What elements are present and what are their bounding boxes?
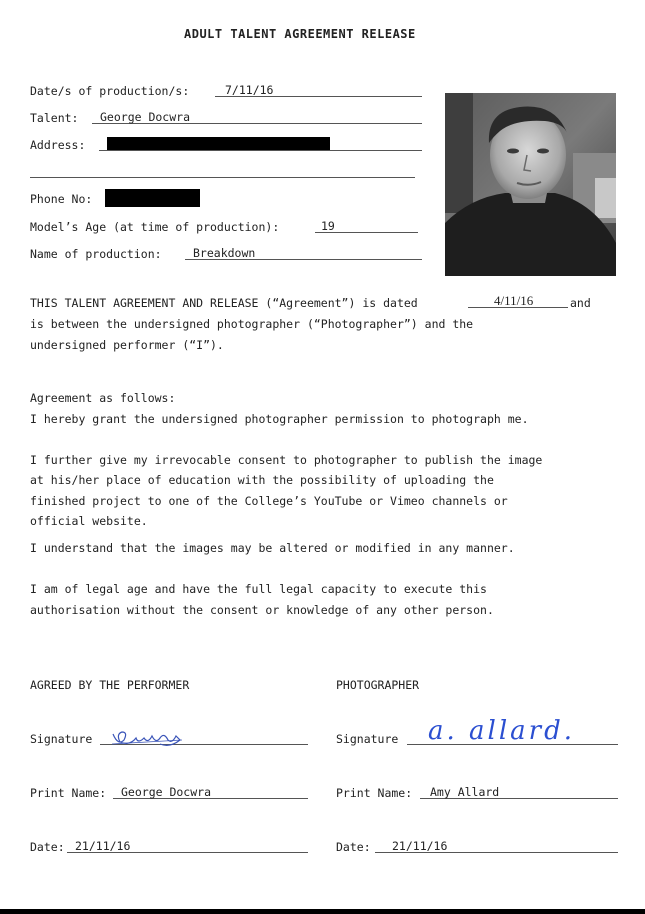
address-line: [99, 150, 422, 151]
performer-print-label: Print Name:: [30, 786, 107, 800]
agreement-line-2: is between the undersigned photographer (“Photographer”) and the: [30, 317, 474, 331]
body-p2-line-4: official website.: [30, 514, 148, 528]
document-title: ADULT TALENT AGREEMENT RELEASE: [184, 27, 416, 41]
body-p4-line-1: I am of legal age and have the full legal capacity to execute this: [30, 582, 487, 596]
address-line-2: [30, 177, 415, 178]
body-p3: I understand that the images may be altered or modified in any manner.: [30, 541, 515, 555]
body-p1-line-2: I hereby grant the undersigned photographer permission to photograph me.: [30, 412, 529, 426]
photographer-print-value: Amy Allard: [430, 785, 500, 799]
photographer-date-label: Date:: [336, 840, 371, 854]
photographer-heading: PHOTOGRAPHER: [336, 678, 420, 692]
talent-photo: [445, 93, 616, 276]
address-redaction: [107, 137, 330, 150]
dates-label: Date/s of production/s:: [30, 84, 190, 98]
agreement-line-3: undersigned performer (“I”).: [30, 338, 224, 352]
photographer-signature-label: Signature: [336, 732, 399, 746]
body-p2-line-1: I further give my irrevocable consent to photographer to publish the image: [30, 453, 543, 467]
address-label: Address:: [30, 138, 86, 152]
photographer-signature: a. allard.: [428, 716, 575, 746]
photographer-date-value: 21/11/16: [392, 839, 448, 853]
agreement-dated-value: 4/11/16: [494, 293, 534, 308]
phone-label: Phone No:: [30, 192, 93, 206]
production-value: Breakdown: [193, 246, 256, 260]
phone-redaction: [105, 189, 200, 207]
production-label: Name of production:: [30, 247, 162, 261]
dates-value: 7/11/16: [225, 83, 274, 97]
body-p2-line-3: finished project to one of the College’s YouTube or Vimeo channels or: [30, 494, 508, 508]
page-bottom-bar: [0, 909, 645, 914]
performer-date-value: 21/11/16: [75, 839, 131, 853]
age-label: Model’s Age (at time of production):: [30, 220, 280, 234]
performer-date-label: Date:: [30, 840, 65, 854]
talent-label: Talent:: [30, 111, 79, 125]
body-p1-line-1: Agreement as follows:: [30, 391, 176, 405]
body-p4-line-2: authorisation without the consent or knowledge of any other person.: [30, 603, 494, 617]
performer-signature: [110, 726, 190, 750]
photographer-print-label: Print Name:: [336, 786, 413, 800]
age-value: 19: [321, 219, 335, 233]
agreement-line-1-text: THIS TALENT AGREEMENT AND RELEASE (“Agreement”) is dated: [30, 296, 418, 310]
performer-heading: AGREED BY THE PERFORMER: [30, 678, 190, 692]
performer-signature-label: Signature: [30, 732, 93, 746]
body-p2-line-2: at his/her place of education with the possibility of uploading the: [30, 473, 494, 487]
talent-value: George Docwra: [100, 110, 191, 124]
agreement-line-1: [30, 296, 418, 310]
performer-print-value: George Docwra: [121, 785, 212, 799]
agreement-line-1-end: and: [570, 296, 591, 310]
